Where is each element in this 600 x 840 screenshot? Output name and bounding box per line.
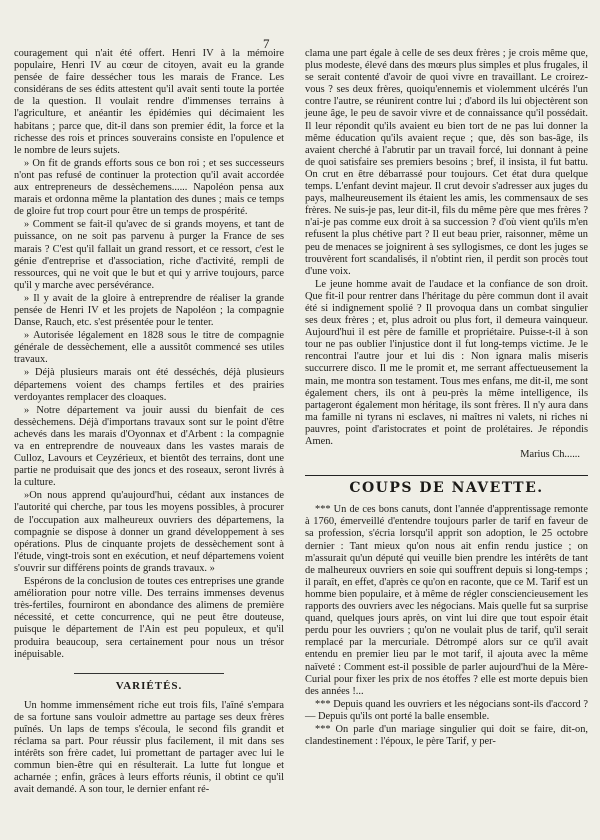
- article-paragraph: » On fit de grands efforts sous ce bon roi ; et ses successeurs n'ont pas refusé de continuer la protection qu'il avait accordée aux entrepreneurs de dessèchemens...... Napoléon pensa aux marais et ordonna même la plantation des dunes ; mais ce temps de gloire fut trop court pour être un temps de prospérité.: [14, 157, 284, 218]
- article-paragraph: » Comment se fait-il qu'avec de si grands moyens, et tant de puissance, on ne soit pas parvenu à purger la France de ses marais ? C'est qu'il fallait un grand ressort, et ce ressort, c'est le génie d'entreprise et d'association, riche d'activité, rempli de ressources, qui ne voit que le but et qui y arrive toujours, parce qu'il y marche avec persévérance.: [14, 219, 284, 291]
- varietes-paragraph: Un homme immensément riche eut trois fils, l'aîné s'empara de sa fortune sans vouloir admettre au partage ses deux frères puînés. Un laps de temps s'écoula, le second fils grandit et réclama sa part. Pour réussir plus facilement, il mit dans ses intérêts son frère cadet, lui promettant de partager avec lui le commun bien-être qui en résulterait. La lutte fut longue et acharnée ; enfin, grâces à leurs efforts réunis, il obtint ce qu'il avait demandé. A son tour, le dernier enfant ré-: [14, 699, 284, 796]
- article-paragraph: Le jeune homme avait de l'audace et la confiance de son droit. Que fit-il pour rentrer dans l'héritage du père commun dont il avait été si indignement spolié ? Il provoqua dans un combat singulier ses deux frères ; et, plus adroit ou plus fort, il demeura vainqueur. Aujourd'hui il est père de famille et propriétaire. Puisse-t-il à son tour ne pas oublier l'injustice dont il fut long-temps victime. Je le rencontrai l'autre jour et lui dis : Non ignara malis miseris succurrere disco. Il me le promit et, me serrant affectueusement la main, me montra son testament. Tous mes enfans, me dit-il, me sont également chers, ils ont à peu-près la même intelligence, ils partageront également mon héritage, ils sont frères. Il n'y aura dans ma famille ni tyrans ni esclaves, ni maîtres ni valets, ni riches ni pauvres, point d'aristocrates et point de prolétaires. Je répondis Amen.: [305, 278, 588, 447]
- article-paragraph: clama une part égale à celle de ses deux frères ; je crois même que, plus modeste, élevé dans des mœurs plus simples et plus frugales, il se serait contenté d'avoir de quoi vivre en travaillant. Le croirez-vous ? ses deux frères, quoiqu'ennemis et violemment ulcérés l'un contre l'autre, se réunirent contre lui ; d'abord ils lui objectèrent son jeune âge, le peu de savoir vivre et de connaissance qu'il possédait. Il leur répondit qu'ils avaient eu bien tort de ne pas lui donner la même éducation qu'ils avaient reçue ; que, dès son bas-âge, ils avaient cherché à l'abrutir par un travail forcé, lui donnant à peine de quoi satisfaire ses premiers besoins ; bref, il insista, il fut battu. On crut en être débarrassé pour toujours. Cet état dura quelque temps. L'enfant devint majeur. Il crut devoir s'adresser aux juges du pays, malheureusement ils étaient les amis, les commensaux de ses frères. Ne suis-je pas, leur dit-il, fils du même père que mes frères ? n'ai-je pas comme eux droit à sa succession ? d'où vient qu'ils m'en refusent la plus chétive part ? Il eut beau prier, raisonner, même un peu de menaces se joignirent à ses syllogismes, ce dont les juges se trouvèrent fort scandalisés, il n'obtint rien, il perdit son procès tout d'une voix.: [305, 48, 588, 277]
- article-paragraph: » Notre département va jouir aussi du bienfait de ces dessèchemens. Déjà d'importans travaux sont sur le point d'être achevés dans les marais d'Oyonnax et d'Arbent : la compagnie va en entreprendre de nouveaux dans les vastes marais de Culloz, Lavours et Ceyzérieux, et bientôt des terrains, dont une partie ne produisait que des joncs et des roseaux, seront livrés à la culture.: [14, 404, 284, 489]
- left-column: [14, 48, 284, 798]
- navette-title: COUPS DE NAVETTE.: [349, 480, 544, 497]
- article-paragraph: Espérons de la conclusion de toutes ces entreprises une grande amélioration pour notre ville. Des terrains immenses devenus très-fertiles, fourniront en abondance des alimens de première nécessité, et cette concurrence, qui ne peut être douteuse, puisque le département de l'Ain est peu populeux, et qu'il produira beaucoup, sera certainement pour nous un trésor inépuisable.: [14, 576, 284, 660]
- navette-heading: [305, 475, 588, 497]
- signature: Marius Ch......: [520, 449, 580, 461]
- page-number: 7: [263, 36, 270, 51]
- heading-rule: [74, 673, 224, 674]
- article-paragraph: » Déjà plusieurs marais ont été desséchés, déjà plusieurs départemens voient des champs fertiles et des prairies verdoyantes remplacer des cloaques.: [14, 367, 284, 403]
- varietes-title: VARIÉTÉS.: [115, 679, 183, 692]
- heading-rule: [305, 475, 588, 476]
- navette-paragraph: *** Un de ces bons canuts, dont l'année d'apprentissage remonte à 1760, émerveillé d'entendre toujours parler de tarif en faveur de sa profession, s'écria lorsqu'il apprit son adoption, le 25 octobre dernier : Tant mieux qu'on nous ait enfin rendu justice ; on m'assurait qu'un député qui veuille bien prendre les intérêts de tant de malheureux ouvriers en soie qui souffrent depuis si long-temps ; il paraît, en effet, d'après ce qu'on en raconte, que ce M. Tarif est un homme bien populaire, et à même de régler consciencieusement les rapports des ouvriers avec les négocians. Mais quelle fut sa surprise quand, quelques jours après, on vint lui dire que tout espoir était perdu pour les ouvriers ; qu'on ne voulait plus de tarif, qu'il serait remplacé par la mercuriale. Détrompé alors sur ce qu'il avait entendu en premier lieu par le mot tarif, il ajouta avec la même naïveté : Comment est-il possible de parler aujourd'hui de la Mère-Curial pour fixer les prix de nos étoffes ? elle est morte depuis bien des années !...: [305, 504, 588, 697]
- navette-paragraph: *** Depuis quand les ouvriers et les négocians sont-ils d'accord ? — Depuis qu'ils ont porté la balle ensemble.: [305, 698, 588, 722]
- article-paragraph: » Autorisée légalement en 1828 sous le titre de compagnie générale de dessèchement, elle a aussitôt commencé ses utiles travaux.: [14, 330, 284, 366]
- article-paragraph: »On nous apprend qu'aujourd'hui, cédant aux instances de l'autorité qui cherche, par tous les moyens possibles, à procurer de l'occupation aux malheureux ouvriers des départemens, la compagnie se dispose à donner un grand développement à ses opérations. Plus de cinquante projets de dessèchement sont à l'étude, vingt-trois sont en exécution, et neuf départemens voient s'ouvrir sur différens points de grands travaux. »: [14, 490, 284, 574]
- article-paragraph: » Il y avait de la gloire à entreprendre de réaliser la grande pensée de Henri IV et les projets de Napoléon ; la compagnie Danse, Rauch, etc. s'est présentée pour le tenter.: [14, 292, 284, 329]
- navette-paragraph: *** On parle d'un mariage singulier qui doit se faire, dit-on, clandestinement : l'époux, le père Tarif, y per-: [305, 723, 588, 748]
- article-paragraph: couragement qui n'ait été offert. Henri IV à la mémoire populaire, Henri IV au cœur de citoyen, avait eu la grande pensée de faire dessécher tous les marais de France. Les considérans de ses édits attestent qu'il avait senti toute la portée de la question. Il voulait rendre d'immenses terrains à l'agriculture, et anéantir les épidémies qui décimaient les habitans ; parce que, dit-il dans son premier édit, la force et la richesse des rois et princes souverains consiste en l'opulence et le nombre de leurs sujets.: [14, 48, 284, 156]
- right-column: [305, 48, 588, 749]
- varietes-heading: [14, 673, 284, 692]
